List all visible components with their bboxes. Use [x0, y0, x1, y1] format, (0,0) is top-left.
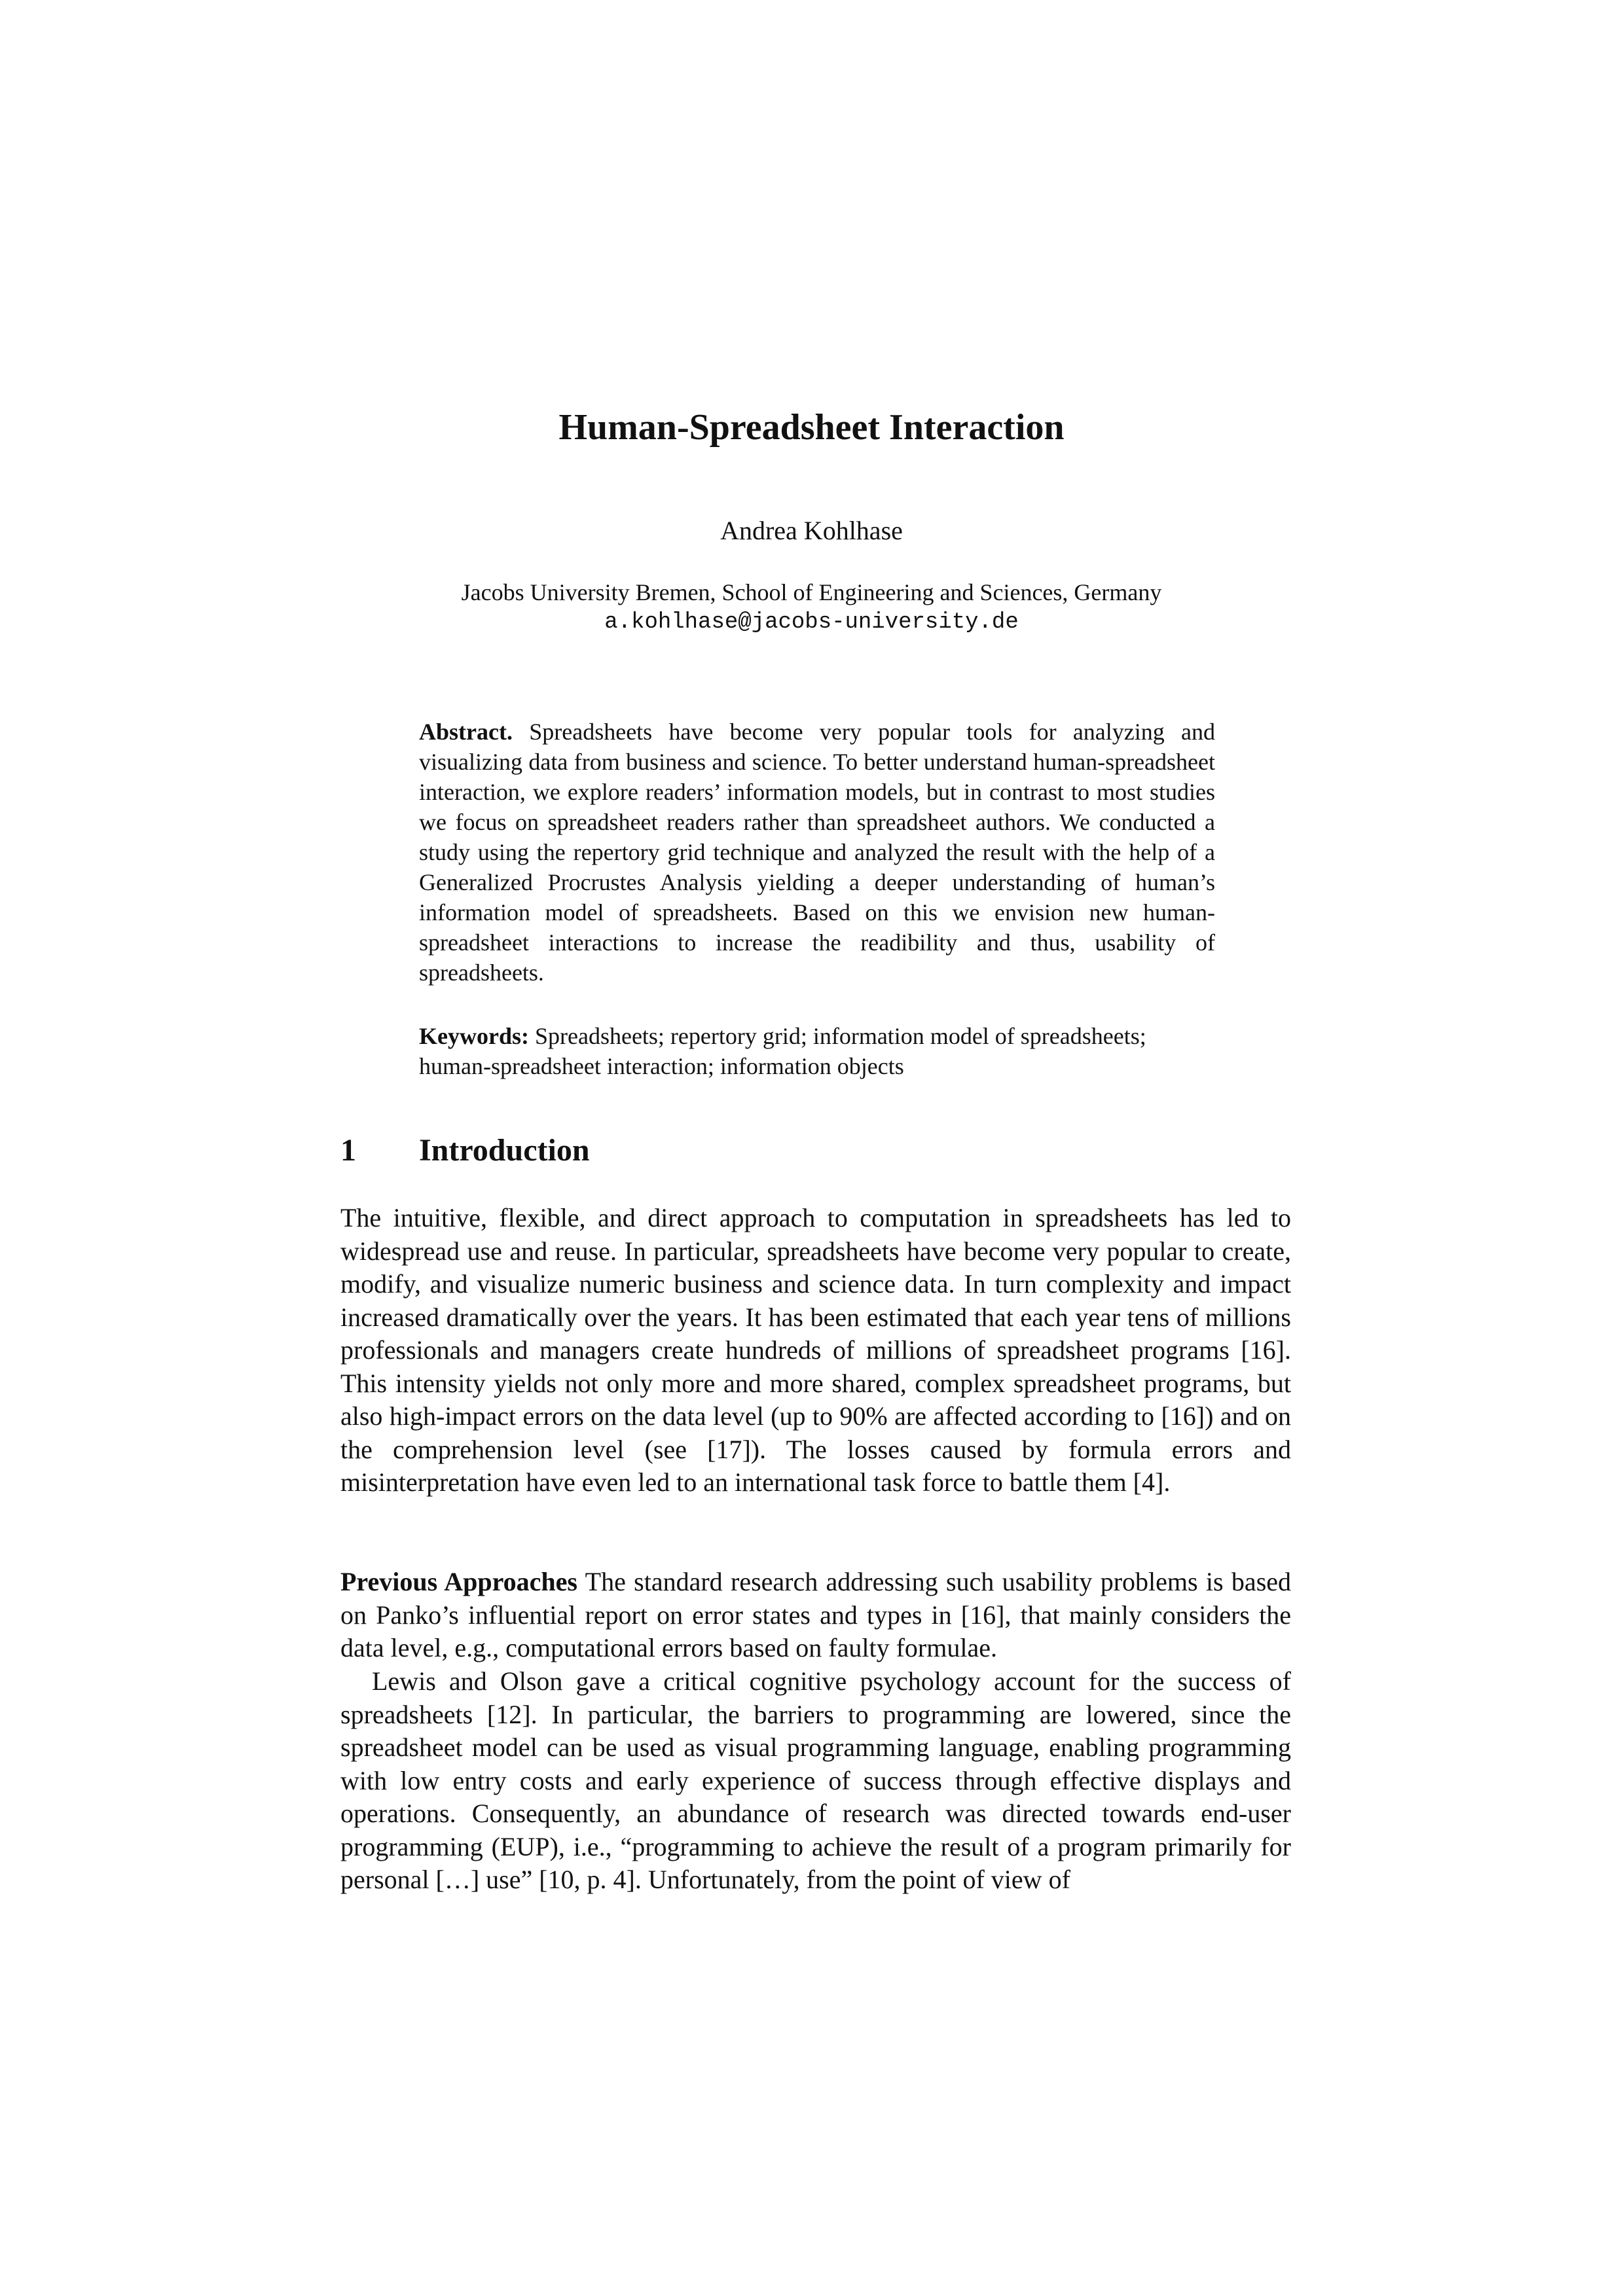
paper-title: Human-Spreadsheet Interaction — [558, 407, 1065, 448]
previous-approaches-label: Previous Approaches — [340, 1567, 578, 1596]
keywords — [419, 1021, 1215, 1081]
intro-paragraph: The intuitive, flexible, and direct approach to computation in spreadsheets has led to widespread use and reuse. In particular, spreadsheets have become very popular to create, modify, and visualize numeric business and science data. In turn complexity and impact increased dramatically over the years. It has been estimated that each year tens of millions professionals and managers create hundreds of millions of spreadsheet programs [16]. This intensity yields not only more and more shared, complex spreadsheet programs, but also high-impact errors on the data level (up to 90% are affected according to [16]) and on the comprehension level (see [17]). The losses caused by formula errors and misinterpretation have even led to an international task force to battle them [4]. — [340, 1203, 1291, 1497]
previous-approaches-paragraph — [340, 1566, 1291, 1665]
previous-approaches-text: The standard research addressing such usability problems is based on Panko’s influential report on error states and types in [16], that mainly considers the data level, e.g., computational errors based on faulty formulae. — [340, 1567, 1292, 1662]
abstract — [419, 717, 1215, 988]
section-title: Introduction — [419, 1133, 590, 1168]
keywords-label: Keywords: — [419, 1023, 529, 1049]
author-email: a.kohlhase@jacobs-university.de — [604, 610, 1019, 635]
author-name: Andrea Kohlhase — [720, 516, 903, 545]
lewis-olson-paragraph: Lewis and Olson gave a critical cognitive psychology account for the success of spreadsheets [12]. In particular, the barriers to programming are lowered, since the spreadsheet model can be used as visual programming language, enabling programming with low entry costs and early experience of success through effective displays and operations. Consequently, an abundance of research was directed towards end-user programming (EUP), i.e., “programming to achieve the result of a program primarily for personal […] use” [10, p. 4]. Unfortunately, from the point of view of — [340, 1666, 1291, 1894]
author-affiliation: Jacobs University Bremen, School of Engineering and Sciences, Germany — [461, 579, 1162, 605]
abstract-label: Abstract. — [419, 719, 513, 745]
abstract-text: Spreadsheets have become very popular tools for analyzing and visualizing data from business and science. To better understand human-spreadsheet interaction, we explore readers’ information models, but in contrast to most studies we focus on spreadsheet readers rather than spreadsheet authors. We conducted a study using the repertory grid technique and analyzed the result with the help of a Generalized Procrustes Analysis yielding a deeper understanding of human’s information model of spreadsheets. Based on this we envision new human-spreadsheet interactions to increase the readibility and thus, usability of spreadsheets. — [419, 719, 1216, 986]
section-number: 1 — [340, 1133, 356, 1168]
keywords-text: Spreadsheets; repertory grid; information model of spreadsheets; human-spreadsheet interaction; information objects — [419, 1023, 1146, 1079]
section-heading — [340, 1131, 1283, 1170]
